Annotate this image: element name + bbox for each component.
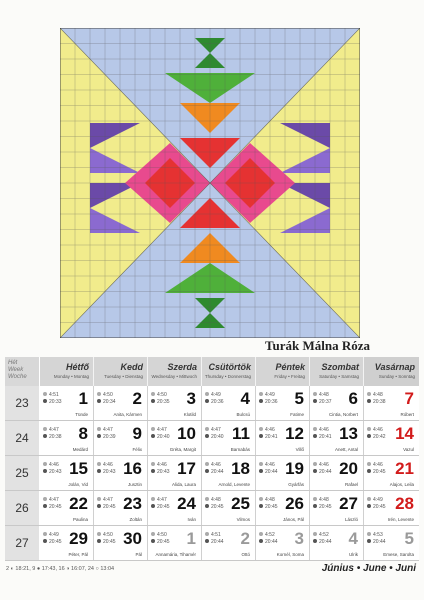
day-cell xyxy=(148,386,202,420)
name-day: Medárd xyxy=(72,447,88,452)
name-day: Jusztin xyxy=(127,482,142,487)
day-number: 3 xyxy=(294,529,304,548)
sunset-time: 20:45 xyxy=(373,504,386,510)
sunrise-time: 4:49 xyxy=(373,497,383,503)
day-header xyxy=(148,357,202,386)
day-header-sunday xyxy=(364,357,419,386)
sunset-time: 20:45 xyxy=(211,504,224,510)
calendar-grid xyxy=(5,357,419,561)
day-number: 21 xyxy=(395,459,414,478)
day-number: 5 xyxy=(404,529,414,548)
day-cell xyxy=(310,386,364,420)
day-cell xyxy=(256,386,310,420)
week-row xyxy=(5,421,419,456)
sunrise-time: 4:48 xyxy=(319,392,329,398)
sunset-time: 20:41 xyxy=(265,434,278,440)
day-number: 20 xyxy=(339,459,358,478)
day-number: 1 xyxy=(78,389,88,408)
day-header xyxy=(310,357,364,386)
sunrise-time: 4:49 xyxy=(265,392,275,398)
sunrise-time: 4:49 xyxy=(49,532,59,538)
sunrise-time: 4:50 xyxy=(103,392,113,398)
sunset-time: 20:40 xyxy=(211,434,224,440)
day-number: 14 xyxy=(395,424,414,443)
week-number: 27 xyxy=(5,526,40,560)
sunset-time: 20:35 xyxy=(157,399,170,405)
sunrise-time: 4:47 xyxy=(157,427,167,433)
sunset-time: 20:36 xyxy=(211,399,224,405)
sunset-time: 20:43 xyxy=(103,469,116,475)
day-subtitle: Wednesday • Mittwoch xyxy=(151,374,197,379)
day-name: Hétfő xyxy=(66,362,89,372)
name-day: János, Pál xyxy=(282,517,304,522)
sunrise-time: 4:46 xyxy=(319,462,329,468)
day-number: 22 xyxy=(69,494,88,513)
day-header xyxy=(94,357,148,386)
name-day: Tünde xyxy=(75,412,88,417)
day-name: Kedd xyxy=(120,362,143,372)
sunrise-time: 4:51 xyxy=(49,392,59,398)
name-day: Annamária, Tihamér xyxy=(155,552,196,557)
name-day: Félix xyxy=(132,447,142,452)
name-day: Ottó xyxy=(241,552,250,557)
day-header xyxy=(202,357,256,386)
name-day: Alida, Laura xyxy=(171,482,196,487)
sunrise-time: 4:53 xyxy=(373,532,383,538)
week-number: 25 xyxy=(5,456,40,490)
sunrise-time: 4:46 xyxy=(265,427,275,433)
day-cell xyxy=(364,386,419,420)
day-cell xyxy=(148,456,202,490)
sunset-time: 20:45 xyxy=(157,539,170,545)
sunrise-time: 4:46 xyxy=(319,427,329,433)
name-day: Emese, Sarolta xyxy=(383,552,414,557)
sunset-time: 20:34 xyxy=(103,399,116,405)
day-cell xyxy=(202,491,256,525)
name-day: Jolán, Vid xyxy=(68,482,88,487)
sunset-time: 20:44 xyxy=(319,539,332,545)
day-number: 6 xyxy=(348,389,358,408)
name-day: Vazul xyxy=(403,447,414,452)
sunrise-time: 4:51 xyxy=(211,532,221,538)
sunrise-time: 4:46 xyxy=(157,462,167,468)
day-number: 2 xyxy=(132,389,142,408)
day-number: 4 xyxy=(348,529,358,548)
sunrise-time: 4:49 xyxy=(211,392,221,398)
sunset-time: 20:40 xyxy=(157,434,170,440)
day-subtitle: Friday • Freitag xyxy=(274,374,305,379)
sunset-time: 20:37 xyxy=(319,399,332,405)
name-day: Irén, Levente xyxy=(387,517,414,522)
sunset-time: 20:44 xyxy=(211,469,224,475)
day-number: 8 xyxy=(78,424,88,443)
name-day: Kornél, Soma xyxy=(276,552,304,557)
day-number: 3 xyxy=(186,389,196,408)
day-cell xyxy=(148,526,202,560)
sunset-time: 20:44 xyxy=(373,539,386,545)
day-number: 19 xyxy=(285,459,304,478)
moon-phases: 2 ◐ 18:21, 9 ● 17:43, 16 ◑ 16:07, 24 ○ 13:04 xyxy=(6,566,115,572)
day-cell xyxy=(310,421,364,455)
sunrise-time: 4:46 xyxy=(265,462,275,468)
sunrise-time: 4:46 xyxy=(103,462,113,468)
day-cell xyxy=(40,421,94,455)
day-cell xyxy=(40,456,94,490)
sunrise-time: 4:47 xyxy=(49,427,59,433)
day-number: 27 xyxy=(339,494,358,513)
name-day: Fatime xyxy=(290,412,304,417)
week-row xyxy=(5,491,419,526)
sunrise-time: 4:50 xyxy=(103,532,113,538)
day-number: 25 xyxy=(231,494,250,513)
sunrise-time: 4:46 xyxy=(373,462,383,468)
day-cell xyxy=(364,456,419,490)
sunrise-time: 4:47 xyxy=(103,497,113,503)
sunset-time: 20:38 xyxy=(49,434,62,440)
day-name: Vasárnap xyxy=(374,362,415,372)
name-day: Vilmos xyxy=(236,517,250,522)
sunrise-time: 4:48 xyxy=(373,392,383,398)
day-cell xyxy=(256,421,310,455)
day-header xyxy=(256,357,310,386)
day-cell xyxy=(94,526,148,560)
day-cell xyxy=(256,526,310,560)
day-cell xyxy=(202,386,256,420)
day-number: 17 xyxy=(177,459,196,478)
day-cell xyxy=(310,491,364,525)
name-day: Arnold, Levente xyxy=(218,482,250,487)
day-number: 9 xyxy=(132,424,142,443)
day-subtitle: Sunday • Sonntag xyxy=(378,374,415,379)
sunset-time: 20:45 xyxy=(103,539,116,545)
day-cell xyxy=(40,491,94,525)
day-number: 30 xyxy=(123,529,142,548)
week-row xyxy=(5,386,419,421)
sunset-time: 20:45 xyxy=(157,504,170,510)
month-label: Június • June • Juni xyxy=(321,563,416,574)
sunset-time: 20:45 xyxy=(49,504,62,510)
week-row xyxy=(5,456,419,491)
sunset-time: 20:43 xyxy=(49,469,62,475)
sunset-time: 20:45 xyxy=(373,469,386,475)
day-subtitle: Monday • Montag xyxy=(53,374,89,379)
day-number: 16 xyxy=(123,459,142,478)
sunset-time: 20:45 xyxy=(103,504,116,510)
sunrise-time: 4:50 xyxy=(157,532,167,538)
day-number: 29 xyxy=(69,529,88,548)
day-cell xyxy=(94,386,148,420)
sunrise-time: 4:48 xyxy=(265,497,275,503)
name-day: Anett, Antal xyxy=(334,447,358,452)
sunset-time: 20:41 xyxy=(319,434,332,440)
name-day: László xyxy=(344,517,358,522)
week-number: 26 xyxy=(5,491,40,525)
sunset-time: 20:44 xyxy=(265,539,278,545)
sunset-time: 20:44 xyxy=(319,469,332,475)
calendar-header xyxy=(5,357,419,386)
sunrise-time: 4:48 xyxy=(211,497,221,503)
day-cell xyxy=(40,526,94,560)
day-subtitle: Tuesday • Dienstag xyxy=(104,374,143,379)
sunset-time: 20:44 xyxy=(211,539,224,545)
day-cell xyxy=(94,421,148,455)
day-number: 4 xyxy=(240,389,250,408)
day-subtitle: Thursday • Donnerstag xyxy=(204,374,251,379)
day-number: 7 xyxy=(404,389,414,408)
day-name: Szerda xyxy=(167,362,197,372)
day-number: 2 xyxy=(240,529,250,548)
sunset-time: 20:44 xyxy=(265,469,278,475)
sunrise-time: 4:48 xyxy=(319,497,329,503)
day-cell xyxy=(148,491,202,525)
day-cell xyxy=(364,491,419,525)
name-day: Cintia, Norbert xyxy=(328,412,358,417)
day-cell xyxy=(148,421,202,455)
sunset-time: 20:45 xyxy=(49,539,62,545)
day-number: 11 xyxy=(232,424,250,443)
artwork-pattern xyxy=(60,28,360,338)
day-number: 1 xyxy=(186,529,196,548)
sunrise-time: 4:46 xyxy=(373,427,383,433)
day-name: Péntek xyxy=(275,362,305,372)
name-day: Iván xyxy=(187,517,196,522)
day-number: 26 xyxy=(285,494,304,513)
day-cell xyxy=(202,456,256,490)
name-day: Klotild xyxy=(183,412,196,417)
day-number: 12 xyxy=(285,424,304,443)
name-day: Gréta, Margit xyxy=(169,447,196,452)
sunset-time: 20:45 xyxy=(319,504,332,510)
day-number: 15 xyxy=(69,459,88,478)
sunrise-time: 4:47 xyxy=(157,497,167,503)
sunrise-time: 4:46 xyxy=(49,462,59,468)
day-header xyxy=(40,357,94,386)
name-day: Bulcsú xyxy=(236,412,250,417)
week-number: 24 xyxy=(5,421,40,455)
week-column-header: Hét Week Woche xyxy=(5,357,40,386)
name-day: Anita, Kármen xyxy=(113,412,142,417)
sunset-time: 20:36 xyxy=(265,399,278,405)
day-cell xyxy=(310,526,364,560)
sunrise-time: 4:47 xyxy=(211,427,221,433)
day-number: 13 xyxy=(339,424,358,443)
sunset-time: 20:42 xyxy=(373,434,386,440)
day-number: 18 xyxy=(231,459,250,478)
day-number: 24 xyxy=(177,494,196,513)
day-number: 5 xyxy=(294,389,304,408)
day-number: 28 xyxy=(395,494,414,513)
sunset-time: 20:33 xyxy=(49,399,62,405)
name-day: Villő xyxy=(295,447,304,452)
day-cell xyxy=(256,491,310,525)
name-day: Róbert xyxy=(400,412,414,417)
artist-name: Turák Málna Róza xyxy=(265,338,370,353)
name-day: Péter, Pál xyxy=(68,552,88,557)
day-number: 10 xyxy=(177,424,196,443)
weeks-container xyxy=(5,386,419,561)
sunrise-time: 4:52 xyxy=(319,532,329,538)
name-day: Rafael xyxy=(344,482,358,487)
week-row xyxy=(5,526,419,561)
name-day: Gyárfás xyxy=(288,482,304,487)
day-cell xyxy=(256,456,310,490)
day-cell xyxy=(202,421,256,455)
day-cell xyxy=(40,386,94,420)
name-day: Zoltán xyxy=(129,517,142,522)
day-subtitle: Saturday • Samstag xyxy=(319,374,359,379)
sunrise-time: 4:46 xyxy=(211,462,221,468)
day-cell xyxy=(94,491,148,525)
name-day: Barnabás xyxy=(230,447,250,452)
sunset-time: 20:43 xyxy=(157,469,170,475)
day-number: 23 xyxy=(123,494,142,513)
day-name: Csütörtök xyxy=(208,362,251,372)
day-cell xyxy=(202,526,256,560)
day-cell xyxy=(364,421,419,455)
day-cell xyxy=(364,526,419,560)
day-cell xyxy=(310,456,364,490)
name-day: Alajos, Leila xyxy=(389,482,414,487)
sunrise-time: 4:52 xyxy=(265,532,275,538)
sunset-time: 20:38 xyxy=(373,399,386,405)
name-day: Paulina xyxy=(72,517,88,522)
sunrise-time: 4:50 xyxy=(157,392,167,398)
week-number: 23 xyxy=(5,386,40,420)
sunset-time: 20:39 xyxy=(103,434,116,440)
name-day: Pál xyxy=(135,552,142,557)
sunrise-time: 4:47 xyxy=(49,497,59,503)
day-cell xyxy=(94,456,148,490)
day-name: Szombat xyxy=(321,362,359,372)
name-day: Ulrik xyxy=(349,552,358,557)
sunset-time: 20:45 xyxy=(265,504,278,510)
sunrise-time: 4:47 xyxy=(103,427,113,433)
